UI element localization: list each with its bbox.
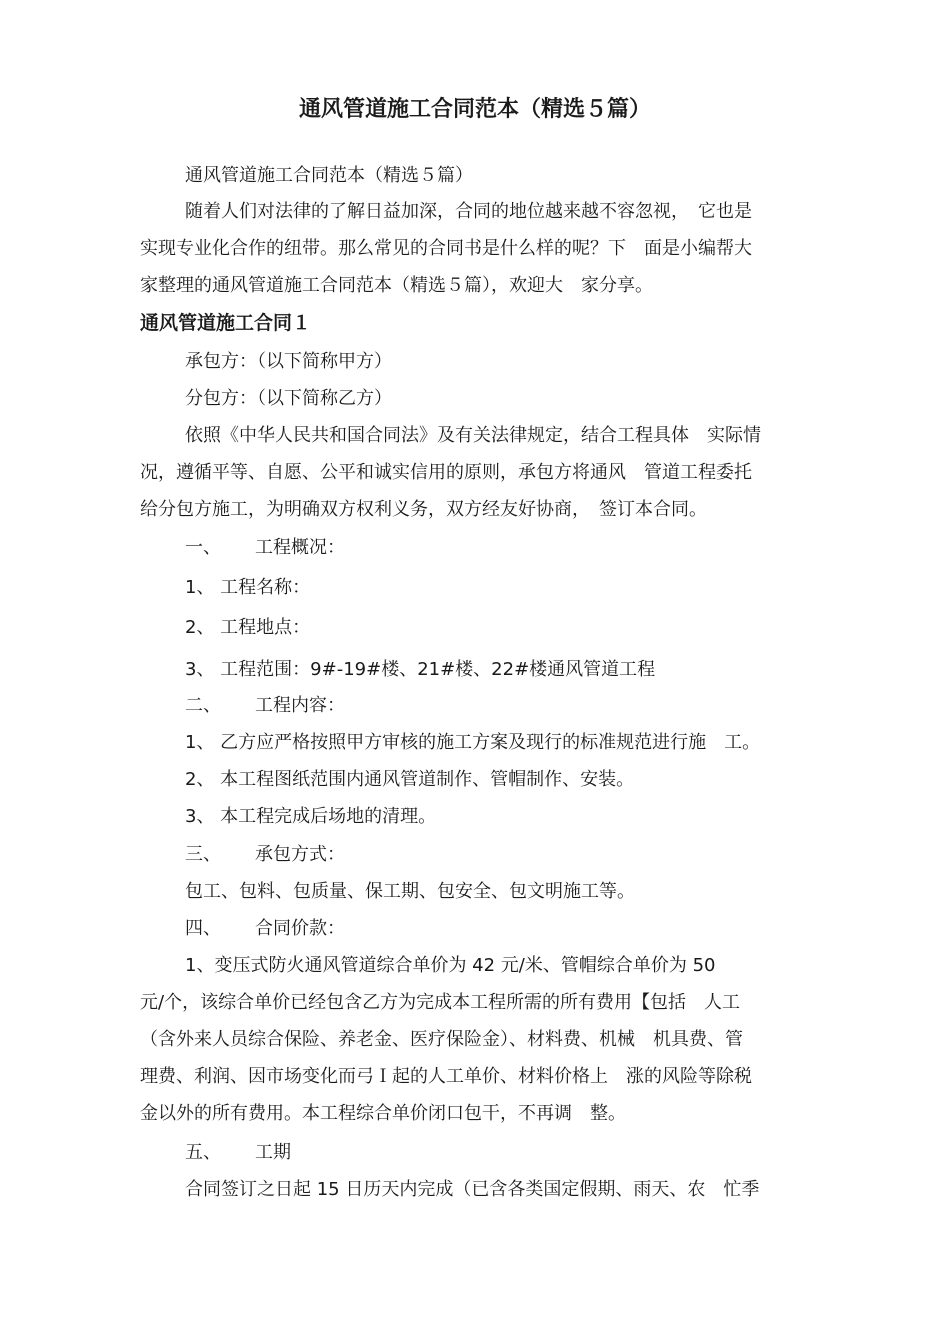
section-number: 一、 [185,537,221,558]
section-heading [140,305,830,342]
section-4-heading [140,910,830,947]
list-item: 3、 工程范围：9#-19#楼、21#楼、22#楼通风管道工程 [185,659,656,680]
section-1-heading [140,529,830,566]
section-title: 工程内容： [255,695,345,716]
parties [140,343,830,417]
section-3-text: 包工、包料、包质量、保工期、包安全、包文明施工等。 [185,881,635,902]
section-3 [140,836,830,910]
list-item: 3、 本工程完成后场地的清理。 [185,806,437,827]
subtitle [140,157,830,194]
list-item: 2、 工程地点： [185,617,311,638]
subtitle-text: 通风管道施工合同范本（精选５篇） [185,165,473,186]
intro-paragraph [140,193,830,304]
section-2-heading [140,687,830,724]
section-1 [140,529,830,688]
document-title: 通风管道施工合同范本（精选５篇） [298,97,651,122]
section-4-line: 元/个，该综合单价已经包含乙方为完成本工程所需的所有费用【包括 人工 [140,992,741,1013]
preamble-line: 依照《中华人民共和国合同法》及有关法律规定，结合工程具体 实际情 [185,425,761,446]
preamble-line: 给分包方施工，为明确双方权利义务，双方经友好协商， 签订本合同。 [140,499,707,520]
section-title: 合同价款： [255,918,345,939]
preamble-line: 况，遵循平等、自愿、公平和诚实信用的原则，承包方将通风 管道工程委托 [140,462,752,483]
section-4-line: 金以外的所有费用。本工程综合单价闭口包干，不再调 整。 [140,1103,626,1124]
list-item: 2、 本工程图纸范围内通风管道制作、管帽制作、安装。 [185,769,635,790]
section-title: 承包方式： [255,844,345,865]
intro-line: 随着人们对法律的了解日益加深，合同的地位越来越不容忽视， 它也是 [185,201,752,222]
section-number: 四、 [185,918,221,939]
intro-line: 家整理的通风管道施工合同范本（精选５篇），欢迎大 家分享。 [140,275,653,296]
section-4-line: 理费、利润、因市场变化而弓Ｉ起的人工单价、材料价格上 涨的风险等除税 [140,1066,752,1087]
section-5-heading [140,1134,830,1171]
section-title: 工期 [255,1142,291,1163]
section-2 [140,687,830,835]
party-b: 分包方：（以下简称乙方） [185,388,392,409]
list-item: 1、 工程名称： [185,577,311,598]
intro-line: 实现专业化合作的纽带。那么常见的合同书是什么样的呢？下 面是小编帮大 [140,238,752,259]
list-item: 1、 乙方应严格按照甲方审核的施工方案及现行的标准规范进行施 工。 [185,732,761,753]
section-heading-text: 通风管道施工合同１ [140,312,312,334]
section-5 [140,1134,830,1208]
section-title: 工程概况： [255,537,345,558]
section-number: 五、 [185,1142,221,1163]
section-4-line: 1、变压式防火通风管道综合单价为 42 元/米、管帽综合单价为 50 [185,955,716,976]
section-4-line: （含外来人员综合保险、养老金、医疗保险金）、材料费、机械 机具费、管 [140,1029,743,1050]
section-4 [140,910,830,1132]
party-a: 承包方：（以下简称甲方） [185,351,392,372]
section-5-text: 合同签订之日起 15 日历天内完成（已含各类国定假期、雨天、农 忙季 [185,1179,760,1200]
section-number: 二、 [185,695,221,716]
section-number: 三、 [185,844,221,865]
section-3-heading [140,836,830,873]
preamble-paragraph [140,417,830,528]
